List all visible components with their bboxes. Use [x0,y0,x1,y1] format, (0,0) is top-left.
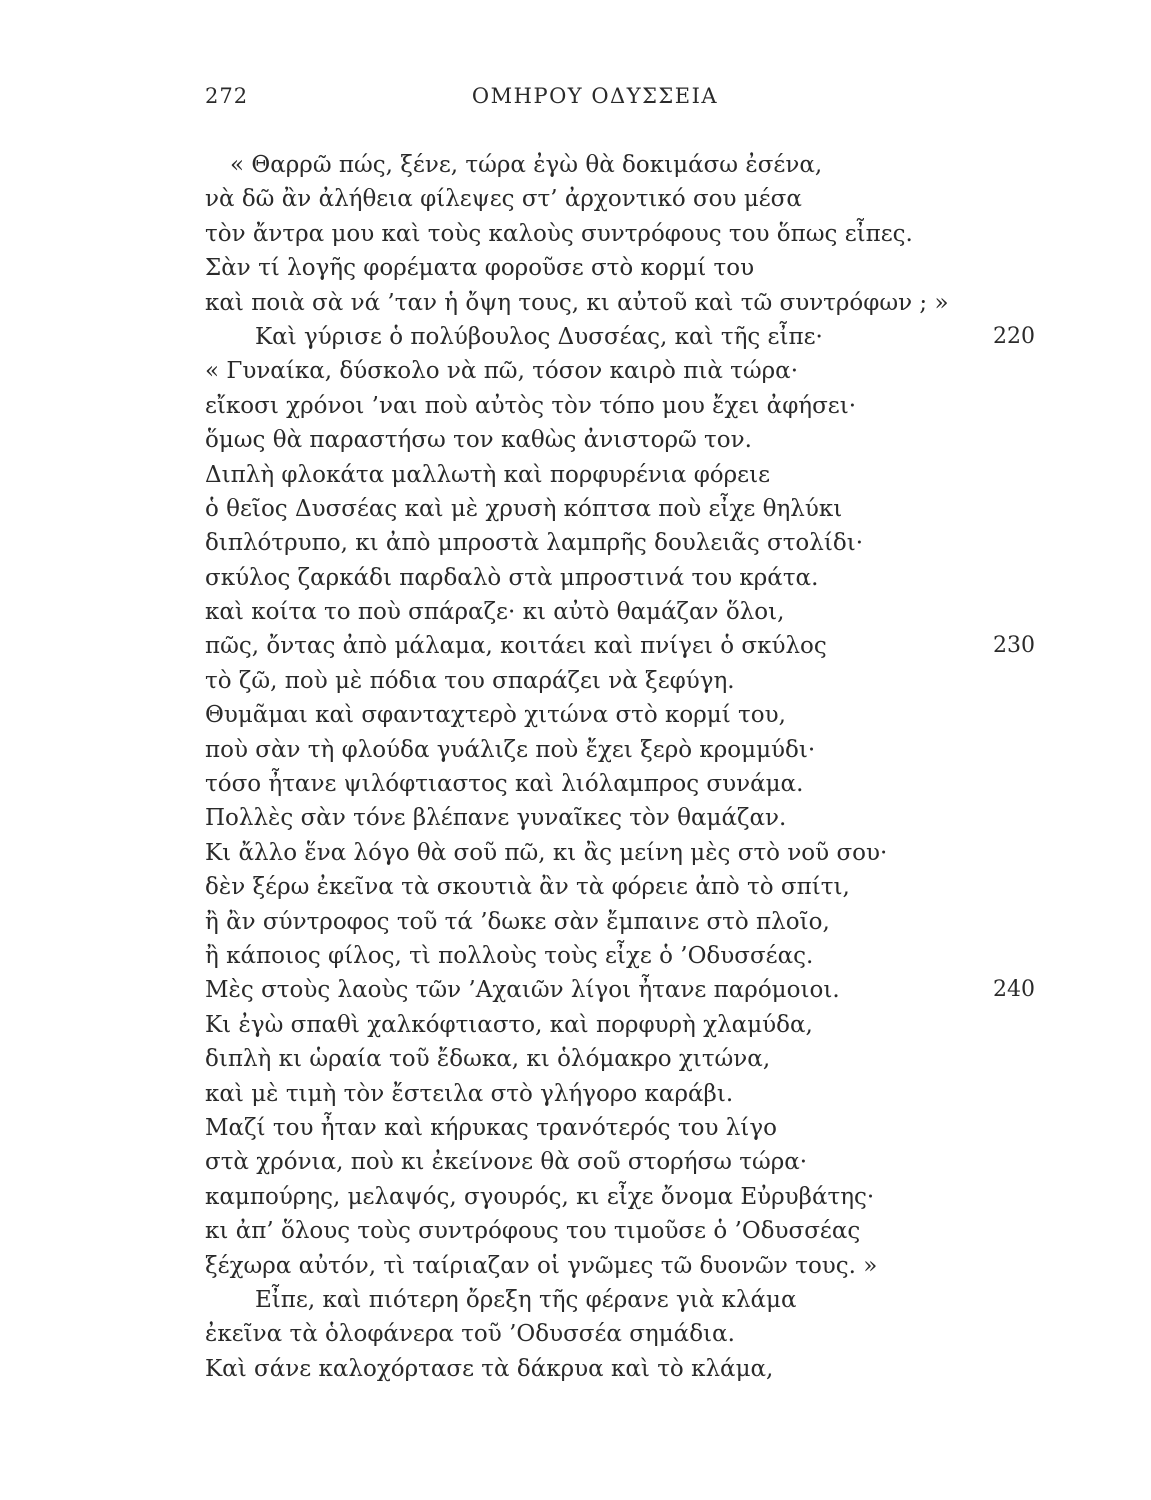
verse-text: Θυμᾶμαι καὶ σφανταχτερὸ χιτώνα στὸ κορμί του, [205,702,786,729]
verse-text: Κι ἐγὼ σπαθὶ χαλκόφτιαστο, καὶ πορφυρὴ χλαμύδα, [205,1011,813,1038]
verse-line [205,733,1035,767]
verse-line [205,423,1035,457]
verse-line [205,1042,1035,1076]
verse-text: καὶ ποιὰ σὰ νά ’ταν ἡ ὄψη τους, κι αὐτοῦ καὶ τῶ συντρόφων ; » [205,289,949,316]
verse-text: διπλὴ κι ὡραία τοῦ ἔδωκα, κι ὁλόμακρο χιτώνα, [205,1046,771,1073]
verse-line [205,629,1035,663]
verse-text: διπλότρυπο, κι ἀπὸ μπροστὰ λαμπρῆς δουλειᾶς στολίδι· [205,530,864,557]
verse-line [205,389,1035,423]
verse-line [205,1283,1035,1317]
verse-line [205,458,1035,492]
verse-text: πῶς, ὄντας ἀπὸ μάλαμα, κοιτάει καὶ πνίγει ὁ σκύλος [205,633,827,660]
verse-text: στὰ χρόνια, ποὺ κι ἐκείνονε θὰ σοῦ στορήσω τώρα· [205,1149,808,1176]
verse-text: κι ἀπ’ ὅλους τοὺς συντρόφους του τιμοῦσε ὁ ’Οδυσσέας [205,1218,861,1245]
verse-text: Καὶ γύρισε ὁ πολύβουλος Δυσσέας, καὶ τῆς εἶπε· [255,323,823,350]
verse-line [205,1077,1035,1111]
verse-line [205,1214,1035,1248]
verse-line [205,836,1035,870]
verse-line [205,664,1035,698]
verse-text: δὲν ξέρω ἐκεῖνα τὰ σκουτιὰ ἂν τὰ φόρειε ἀπὸ τὸ σπίτι, [205,874,850,901]
verse-text: εἴκοσι χρόνοι ’ναι ποὺ αὐτὸς τὸν τόπο μου ἔχει ἀφήσει· [205,392,857,419]
verse-line [205,870,1035,904]
verse-text: Εἶπε, καὶ πιότερη ὄρεξη τῆς φέρανε γιὰ κλάμα [255,1286,797,1313]
verse-line [205,973,1035,1007]
verse-line [205,801,1035,835]
verse-line [205,595,1035,629]
verse-text: σκύλος ζαρκάδι παρδαλὸ στὰ μπροστινά του κράτα. [205,564,819,591]
verse-text: ποὺ σὰν τὴ φλούδα γυάλιζε ποὺ ἔχει ξερὸ κρομμύδι· [205,736,816,763]
verse-line [205,217,1035,251]
verse-text: ἢ ἂν σύντροφος τοῦ τά ’δωκε σὰν ἔμπαινε στὸ πλοῖο, [205,908,830,935]
verse-line [205,561,1035,595]
verse-text: Μαζί του ἦταν καὶ κήρυκας τρανότερός του λίγο [205,1114,777,1141]
verse-text: Διπλὴ φλοκάτα μαλλωτὴ καὶ πορφυρένια φόρειε [205,461,771,488]
verse-line [205,939,1035,973]
line-number: 240 [993,977,1035,1003]
verse-line [205,492,1035,526]
poem-text [205,148,1035,1386]
verse-text: « Γυναίκα, δύσκολο νὰ πῶ, τόσον καιρὸ πιὰ τώρα· [205,358,799,385]
verse-line [205,182,1035,216]
verse-text: Κι ἄλλο ἕνα λόγο θὰ σοῦ πῶ, κι ἂς μείνη μὲς στὸ νοῦ σου· [205,839,888,866]
verse-text: « Θαρρῶ πώς, ξένε, τώρα ἐγὼ θὰ δοκιμάσω ἐσένα, [230,152,823,178]
verse-text: Σὰν τί λογῆς φορέματα φοροῦσε στὸ κορμί του [205,255,755,282]
running-title: ΟΜΗΡΟΥ ΟΔΥΣΣΕΙΑ [471,84,719,108]
verse-line [205,1111,1035,1145]
verse-line [205,1180,1035,1214]
line-number: 220 [993,323,1035,349]
verse-line [205,526,1035,560]
verse-line [205,905,1035,939]
verse-text: καμπούρης, μελαψός, σγουρός, κι εἶχε ὄνομα Εὐρυβάτης· [205,1183,875,1210]
page-header [205,84,985,120]
verse-line [205,1145,1035,1179]
verse-text: τόσο ἦτανε ψιλόφτιαστος καὶ λιόλαμπρος συνάμα. [205,771,804,798]
verse-text: ἢ κάποιος φίλος, τὶ πολλοὺς τοὺς εἶχε ὁ ’Οδυσσέας. [205,942,814,969]
verse-text: τὸ ζῶ, ποὺ μὲ πόδια του σπαράζει νὰ ξεφύγη. [205,667,735,694]
verse-text: νὰ δῶ ἂν ἀλήθεια φίλεψες στ’ ἀρχοντικό σου μέσα [205,186,802,213]
verse-line [205,698,1035,732]
verse-line [205,1008,1035,1042]
verse-line [205,1317,1035,1351]
verse-line [205,286,1035,320]
verse-text: Καὶ σάνε καλοχόρτασε τὰ δάκρυα καὶ τὸ κλάμα, [205,1355,774,1382]
verse-text: καὶ μὲ τιμὴ τὸν ἔστειλα στὸ γλήγορο καράβι. [205,1080,734,1107]
verse-line [205,1249,1035,1283]
verse-text: ὁ θεῖος Δυσσέας καὶ μὲ χρυσὴ κόπτσα ποὺ εἶχε θηλύκι [205,495,843,522]
line-number: 230 [993,633,1035,659]
verse-text: καὶ κοίτα το ποὺ σπάραζε· κι αὐτὸ θαμάζαν ὅλοι, [205,599,785,626]
page-number: 272 [205,84,249,108]
verse-line [205,1352,1035,1386]
verse-line [205,320,1035,354]
verse-text: τὸν ἄντρα μου καὶ τοὺς καλοὺς συντρόφους του ὅπως εἶπες. [205,220,913,247]
verse-text: Πολλὲς σὰν τόνε βλέπανε γυναῖκες τὸν θαμάζαν. [205,805,787,832]
verse-text: ξέχωρα αὐτόν, τὶ ταίριαζαν οἱ γνῶμες τῶ δυονῶν τους. » [205,1252,878,1279]
verse-text: ὅμως θὰ παραστήσω τον καθὼς ἀνιστορῶ τον. [205,427,752,454]
verse-line [205,354,1035,388]
verse-line [205,148,1035,182]
verse-text: ἐκεῖνα τὰ ὁλοφάνερα τοῦ ’Οδυσσέα σημάδια. [205,1321,735,1348]
verse-line [205,251,1035,285]
verse-text: Μὲς στοὺς λαοὺς τῶν ’Αχαιῶν λίγοι ἦτανε παρόμοιοι. [205,977,840,1004]
verse-line [205,767,1035,801]
